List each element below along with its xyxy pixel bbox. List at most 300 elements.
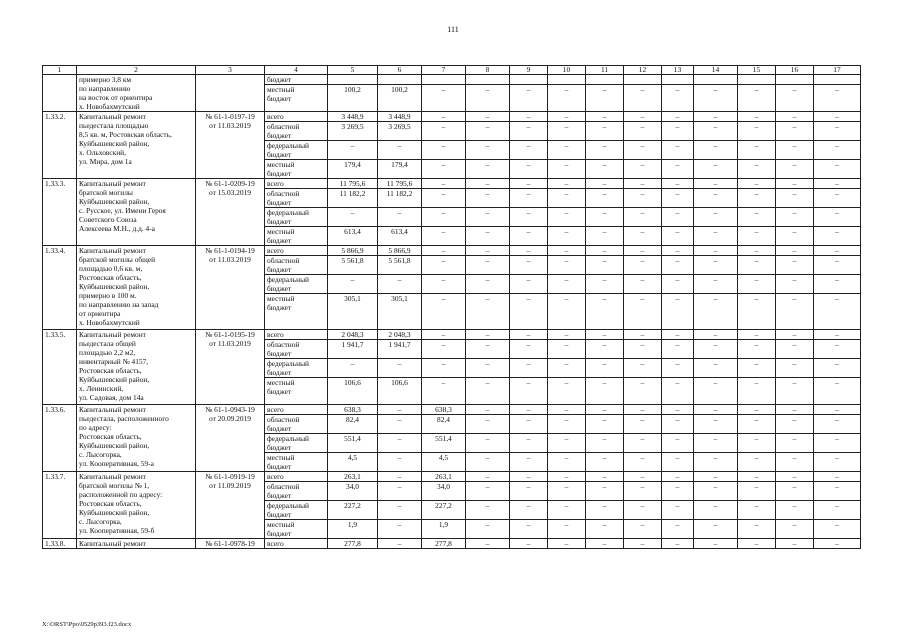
amount-cell: 100,2 (378, 85, 422, 112)
amount-cell: – (466, 539, 510, 549)
amount-cell: – (814, 227, 861, 246)
text-line: № 61-1-0943-19 (205, 405, 255, 414)
text-line: всего (267, 539, 284, 548)
amount-cell: – (378, 472, 422, 482)
amount-cell: 1 941,7 (328, 340, 378, 359)
funding-source (265, 501, 328, 520)
amount-cell: – (510, 520, 548, 539)
amount-cell: – (548, 122, 586, 141)
amount-cell: – (466, 482, 510, 501)
text-line: с. Лысогорка, (79, 450, 122, 459)
amount-cell: – (776, 415, 814, 434)
text-line: № 61-1-0978-19 (205, 539, 255, 548)
amount-cell: – (548, 246, 586, 256)
amount-cell: 100,2 (328, 85, 378, 112)
amount-cell: – (814, 141, 861, 160)
amount-cell: – (738, 520, 776, 539)
table-row (43, 75, 861, 85)
amount-cell: 11 795,6 (378, 179, 422, 189)
amount-cell: – (378, 405, 422, 415)
object-name (77, 75, 196, 112)
amount-cell: – (776, 112, 814, 122)
text-line: Куйбышевский район, (79, 282, 150, 291)
amount-cell: – (738, 434, 776, 453)
amount-cell: – (814, 520, 861, 539)
amount-cell: – (776, 189, 814, 208)
amount-cell: – (738, 112, 776, 122)
text-line: Куйбышевский район, (79, 441, 150, 450)
amount-cell: – (378, 453, 422, 472)
amount-cell: – (548, 520, 586, 539)
amount-cell: – (624, 539, 662, 549)
amount-cell: – (510, 482, 548, 501)
amount-cell: – (548, 330, 586, 340)
item-number: 1.33.6. (43, 405, 77, 472)
text-line: Куйбышевский район, (79, 197, 150, 206)
amount-cell (378, 75, 422, 85)
amount-cell: – (422, 189, 466, 208)
amount-cell: – (814, 434, 861, 453)
amount-cell: 1,9 (422, 520, 466, 539)
amount-cell (624, 75, 662, 85)
table-row (43, 330, 861, 340)
expertise-conclusion (196, 112, 265, 179)
text-line: всего (267, 405, 284, 414)
amount-cell: – (662, 256, 694, 275)
amount-cell: – (694, 405, 738, 415)
amount-cell: – (694, 340, 738, 359)
amount-cell: – (586, 246, 624, 256)
amount-cell: – (466, 340, 510, 359)
expertise-conclusion (196, 179, 265, 246)
amount-cell: – (586, 275, 624, 294)
text-line: областной (267, 256, 300, 265)
column-number: 13 (662, 66, 694, 75)
text-line: № 61-1-0194-19 (205, 246, 255, 255)
text-line: № 61-1-0919-19 (205, 472, 255, 481)
amount-cell: – (548, 539, 586, 549)
amount-cell: – (510, 340, 548, 359)
amount-cell: – (814, 208, 861, 227)
amount-cell: – (548, 472, 586, 482)
expertise-conclusion (196, 472, 265, 539)
amount-cell (662, 75, 694, 85)
amount-cell: – (328, 208, 378, 227)
amount-cell: – (510, 160, 548, 179)
amount-cell: – (694, 160, 738, 179)
footer-file-path: X:\ORST\Ppo\0529p393.f23.docx (42, 621, 132, 628)
amount-cell: – (738, 482, 776, 501)
amount-cell: – (466, 501, 510, 520)
text-line: местный (267, 378, 295, 387)
amount-cell: – (738, 256, 776, 275)
amount-cell: – (694, 434, 738, 453)
amount-cell: – (586, 122, 624, 141)
table-row (43, 246, 861, 256)
amount-cell: – (694, 415, 738, 434)
amount-cell: – (738, 189, 776, 208)
funding-source (265, 415, 328, 434)
funding-source (265, 122, 328, 141)
amount-cell: – (548, 453, 586, 472)
object-name (77, 330, 196, 405)
funding-source (265, 453, 328, 472)
amount-cell: – (776, 520, 814, 539)
text-line: от 11.09.2019 (209, 481, 251, 490)
object-name (77, 112, 196, 179)
text-line: площадью 0,6 кв. м, (79, 264, 143, 273)
amount-cell: 263,1 (328, 472, 378, 482)
funding-source (265, 227, 328, 246)
text-line: всего (267, 472, 284, 481)
amount-cell: 227,2 (328, 501, 378, 520)
amount-cell: – (694, 246, 738, 256)
amount-cell: – (586, 141, 624, 160)
column-number: 8 (466, 66, 510, 75)
amount-cell: – (510, 208, 548, 227)
amount-cell: – (662, 330, 694, 340)
amount-cell: – (510, 112, 548, 122)
amount-cell: – (694, 482, 738, 501)
amount-cell: 5 866,9 (328, 246, 378, 256)
amount-cell: – (510, 294, 548, 330)
amount-cell: – (738, 246, 776, 256)
amount-cell: – (466, 141, 510, 160)
text-line: всего (267, 112, 284, 121)
amount-cell: – (510, 434, 548, 453)
amount-cell: – (776, 434, 814, 453)
amount-cell: – (814, 112, 861, 122)
text-line: ул. Кооперативная, 59-а (79, 459, 154, 468)
amount-cell: – (548, 359, 586, 378)
amount-cell: – (776, 85, 814, 112)
text-line: пьедестала общей (79, 339, 136, 348)
column-number: 1 (43, 66, 77, 75)
text-line: х. Ленинский, (79, 384, 124, 393)
amount-cell: – (378, 434, 422, 453)
amount-cell: – (624, 520, 662, 539)
text-line: бюджет (267, 387, 292, 396)
amount-cell: – (662, 453, 694, 472)
amount-cell: – (694, 539, 738, 549)
amount-cell: – (378, 539, 422, 549)
amount-cell: – (422, 112, 466, 122)
text-line: федеральный (267, 434, 309, 443)
amount-cell: 305,1 (378, 294, 422, 330)
amount-cell: 5 561,8 (378, 256, 422, 275)
text-line: ул. Кооперативная, 59-б (79, 526, 155, 535)
amount-cell (738, 75, 776, 85)
amount-cell: – (422, 85, 466, 112)
amount-cell: – (776, 208, 814, 227)
amount-cell: 4,5 (328, 453, 378, 472)
amount-cell: – (738, 472, 776, 482)
object-name (77, 179, 196, 246)
amount-cell: – (738, 179, 776, 189)
amount-cell: – (814, 472, 861, 482)
column-number: 9 (510, 66, 548, 75)
amount-cell: – (814, 359, 861, 378)
amount-cell: 5 866,9 (378, 246, 422, 256)
text-line: Капитальный ремонт (79, 179, 146, 188)
amount-cell (510, 75, 548, 85)
text-line: по направлению на запад (79, 300, 159, 309)
amount-cell: – (776, 275, 814, 294)
amount-cell: – (510, 472, 548, 482)
amount-cell: – (466, 415, 510, 434)
table-row (43, 112, 861, 122)
amount-cell: – (624, 256, 662, 275)
amount-cell: – (466, 179, 510, 189)
text-line: всего (267, 246, 284, 255)
amount-cell: 1 941,7 (378, 340, 422, 359)
text-line: Капитальный ремонт (79, 246, 146, 255)
amount-cell: – (466, 85, 510, 112)
text-line: федеральный (267, 501, 309, 510)
funding-source (265, 472, 328, 482)
amount-cell: – (328, 359, 378, 378)
amount-cell: – (586, 520, 624, 539)
funding-source (265, 378, 328, 405)
amount-cell: – (738, 275, 776, 294)
object-name (77, 246, 196, 330)
text-line: от ориентира (79, 309, 121, 318)
amount-cell: 277,8 (328, 539, 378, 549)
amount-cell: – (422, 378, 466, 405)
amount-cell: – (586, 85, 624, 112)
funding-source (265, 208, 328, 227)
text-line: местный (267, 160, 295, 169)
amount-cell: – (548, 415, 586, 434)
amount-cell: – (586, 112, 624, 122)
amount-cell: – (466, 330, 510, 340)
amount-cell: – (624, 141, 662, 160)
amount-cell: – (624, 189, 662, 208)
amount-cell: – (466, 160, 510, 179)
column-number: 15 (738, 66, 776, 75)
text-line: бюджет (267, 368, 292, 377)
item-number (43, 75, 77, 112)
amount-cell: – (422, 208, 466, 227)
column-number: 3 (196, 66, 265, 75)
funding-source (265, 189, 328, 208)
amount-cell: – (776, 122, 814, 141)
object-name (77, 472, 196, 539)
text-line: по адресу: (79, 423, 112, 432)
amount-cell: – (510, 275, 548, 294)
amount-cell (422, 75, 466, 85)
amount-cell: – (662, 405, 694, 415)
amount-cell: – (624, 501, 662, 520)
amount-cell: – (738, 122, 776, 141)
amount-cell: – (548, 294, 586, 330)
amount-cell: – (586, 539, 624, 549)
funding-source (265, 160, 328, 179)
text-line: от 11.03.2019 (209, 121, 251, 130)
funding-source (265, 405, 328, 415)
amount-cell: – (378, 482, 422, 501)
amount-cell: – (510, 179, 548, 189)
amount-cell (776, 75, 814, 85)
amount-cell: – (814, 294, 861, 330)
text-line: Капитальный ремонт (79, 330, 146, 339)
text-line: пьедестала площадью (79, 121, 149, 130)
amount-cell: 82,4 (422, 415, 466, 434)
amount-cell: – (510, 246, 548, 256)
amount-cell: – (624, 415, 662, 434)
text-line: Куйбышевский район, (79, 139, 150, 148)
amount-cell: – (662, 112, 694, 122)
text-line: по направлению (79, 84, 131, 93)
text-line: всего (267, 179, 284, 188)
text-line: бюджет (267, 131, 292, 140)
text-line: бюджет (267, 284, 292, 293)
amount-cell: – (586, 160, 624, 179)
amount-cell: – (776, 256, 814, 275)
text-line: Ростовская область, (79, 499, 142, 508)
amount-cell: 106,6 (378, 378, 422, 405)
amount-cell: – (814, 179, 861, 189)
amount-cell: – (662, 275, 694, 294)
amount-cell: 2 048,3 (328, 330, 378, 340)
amount-cell: – (738, 453, 776, 472)
amount-cell: – (586, 378, 624, 405)
amount-cell: – (624, 179, 662, 189)
amount-cell: – (662, 246, 694, 256)
amount-cell: – (422, 122, 466, 141)
amount-cell: – (776, 330, 814, 340)
amount-cell: – (694, 453, 738, 472)
amount-cell: – (548, 208, 586, 227)
amount-cell: – (624, 112, 662, 122)
amount-cell: – (624, 472, 662, 482)
amount-cell: – (662, 482, 694, 501)
amount-cell: – (624, 85, 662, 112)
amount-cell: – (466, 453, 510, 472)
funding-source (265, 539, 328, 549)
amount-cell: – (586, 482, 624, 501)
amount-cell: – (510, 256, 548, 275)
item-number: 1.33.8. (43, 539, 77, 549)
text-line: инвентарный № 4157, (79, 357, 149, 366)
amount-cell: – (624, 405, 662, 415)
text-line: № 61-1-0209-19 (205, 179, 255, 188)
amount-cell: – (586, 340, 624, 359)
amount-cell: – (738, 359, 776, 378)
amount-cell: – (548, 405, 586, 415)
text-line: бюджет (267, 265, 292, 274)
amount-cell: – (694, 179, 738, 189)
amount-cell: – (548, 227, 586, 246)
text-line: бюджет (267, 491, 292, 500)
funding-source (265, 179, 328, 189)
text-line: бюджет (267, 443, 292, 452)
amount-cell: – (662, 179, 694, 189)
amount-cell: – (624, 246, 662, 256)
amount-cell: 2 048,3 (378, 330, 422, 340)
column-number: 7 (422, 66, 466, 75)
text-line: областной (267, 340, 300, 349)
amount-cell: – (466, 112, 510, 122)
text-line: бюджет (267, 94, 292, 103)
amount-cell: 551,4 (328, 434, 378, 453)
amount-cell: – (586, 405, 624, 415)
text-line: с. Русское, ул. Имени Героя (79, 206, 166, 215)
amount-cell: – (776, 453, 814, 472)
text-line: бюджет (267, 303, 292, 312)
text-line: Капитальный ремонт (79, 539, 146, 548)
funding-source (265, 434, 328, 453)
column-number: 11 (586, 66, 624, 75)
item-number: 1.33.5. (43, 330, 77, 405)
amount-cell: – (586, 330, 624, 340)
amount-cell: 11 795,6 (328, 179, 378, 189)
amount-cell: – (694, 359, 738, 378)
amount-cell: – (814, 539, 861, 549)
amount-cell: – (694, 122, 738, 141)
amount-cell: – (378, 141, 422, 160)
amount-cell: – (814, 501, 861, 520)
amount-cell: – (694, 275, 738, 294)
amount-cell: – (422, 256, 466, 275)
column-number: 10 (548, 66, 586, 75)
amount-cell: – (624, 482, 662, 501)
amount-cell: – (466, 189, 510, 208)
amount-cell: – (466, 256, 510, 275)
amount-cell: – (422, 160, 466, 179)
item-number: 1.33.4. (43, 246, 77, 330)
amount-cell: – (466, 246, 510, 256)
amount-cell: 3 269,5 (378, 122, 422, 141)
amount-cell: – (548, 160, 586, 179)
amount-cell: – (586, 472, 624, 482)
amount-cell: – (738, 501, 776, 520)
amount-cell: – (694, 189, 738, 208)
amount-cell: – (466, 378, 510, 405)
funding-source (265, 330, 328, 340)
funding-source (265, 520, 328, 539)
amount-cell: 11 182,2 (378, 189, 422, 208)
expertise-conclusion (196, 539, 265, 549)
amount-cell: – (586, 208, 624, 227)
amount-cell (466, 75, 510, 85)
amount-cell: – (662, 434, 694, 453)
amount-cell: – (662, 122, 694, 141)
amount-cell: 106,6 (328, 378, 378, 405)
text-line: местный (267, 520, 295, 529)
amount-cell: 613,4 (328, 227, 378, 246)
text-line: Ростовская область, (79, 432, 142, 441)
amount-cell: – (738, 405, 776, 415)
text-line: местный (267, 453, 295, 462)
amount-cell: – (776, 227, 814, 246)
amount-cell: – (776, 405, 814, 415)
text-line: областной (267, 415, 300, 424)
object-name (77, 539, 196, 549)
text-line: бюджет (267, 75, 292, 84)
amount-cell: – (814, 189, 861, 208)
amount-cell: 3 269,5 (328, 122, 378, 141)
amount-cell: – (814, 378, 861, 405)
amount-cell: – (378, 415, 422, 434)
amount-cell: – (422, 246, 466, 256)
column-number: 12 (624, 66, 662, 75)
amount-cell: – (548, 482, 586, 501)
funding-source (265, 294, 328, 330)
text-line: от 15.03.2019 (209, 188, 251, 197)
text-line: бюджет (267, 198, 292, 207)
amount-cell: – (694, 227, 738, 246)
